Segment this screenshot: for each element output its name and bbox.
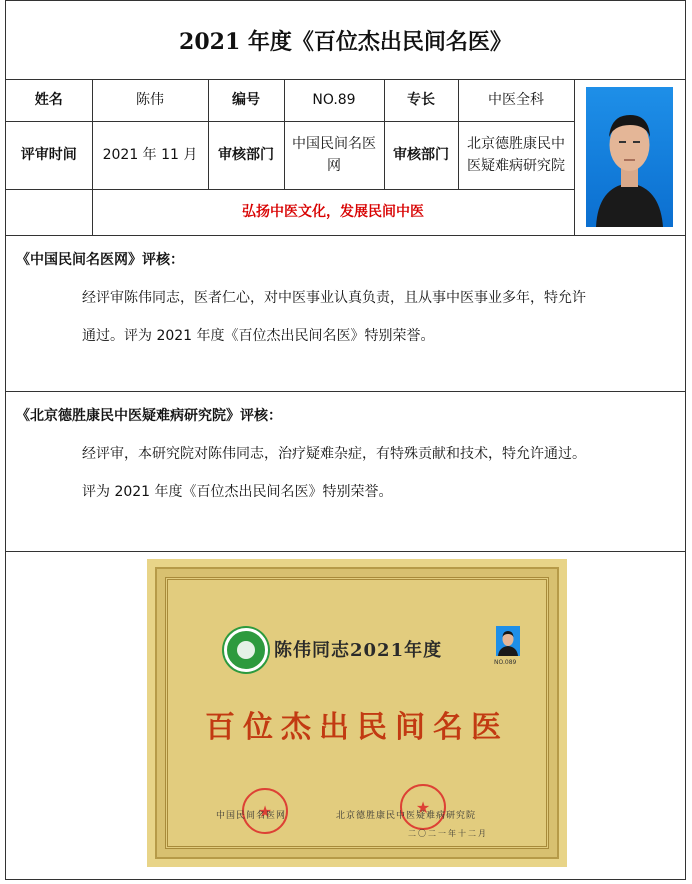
number-label: 编号 <box>208 79 284 121</box>
certificate-number: NO.089 <box>494 659 517 666</box>
number-value: NO.89 <box>284 79 384 121</box>
review-section-1 <box>6 235 685 392</box>
info-table <box>6 79 685 236</box>
portrait-illustration <box>586 87 673 227</box>
seal-stamp-2 <box>400 784 446 830</box>
slogan-spacer <box>6 189 92 235</box>
slogan: 弘扬中医文化，发展民间中医 <box>92 189 574 235</box>
name-value: 陈伟 <box>92 79 208 121</box>
review2-line2: 评为 2021 年度《百位杰出民间名医》特别荣誉。 <box>82 484 393 500</box>
certificate-image <box>147 559 567 867</box>
portrait-photo <box>586 87 673 227</box>
review2-heading: 《北京德胜康民中医疑难病研究院》评核： <box>16 408 282 424</box>
certificate-org-2: 北京德胜康民中医疑难病研究院 <box>336 811 477 821</box>
logo-icon <box>224 628 268 672</box>
time-value: 2021 年 11 月 <box>92 121 208 189</box>
certificate-section <box>6 551 685 879</box>
specialty-label: 专长 <box>384 79 458 121</box>
dept1-value: 中国民间名医网 <box>284 121 384 189</box>
certificate-photo <box>496 626 520 656</box>
dept2-label: 审核部门 <box>384 121 458 189</box>
name-label: 姓名 <box>6 79 92 121</box>
certificate-org-1: 中国民间名医网 <box>216 811 287 821</box>
dept2-value: 北京德胜康民中医疑难病研究院 <box>458 121 574 189</box>
certificate-title: 百位杰出民间名医 <box>205 710 509 745</box>
specialty-value: 中医全科 <box>458 79 574 121</box>
portrait-cell <box>574 79 685 235</box>
document-frame <box>5 0 686 880</box>
page-title: 2021 年度《百位杰出民间名医》 <box>6 1 685 80</box>
review-section-2 <box>6 391 685 552</box>
dept1-label: 审核部门 <box>208 121 284 189</box>
review1-body <box>18 279 668 355</box>
review1-line2: 通过。评为 2021 年度《百位杰出民间名医》特别荣誉。 <box>82 328 435 344</box>
review1-heading: 《中国民间名医网》评核： <box>16 252 184 268</box>
review2-body <box>18 435 668 511</box>
review2-line1: 经评审，本研究院对陈伟同志，治疗疑难杂症，有特殊贡献和技术，特允许通过。 <box>82 446 586 462</box>
review1-line1: 经评审陈伟同志，医者仁心，对中医事业认真负责，且从事中医事业多年，特允许 <box>82 290 586 306</box>
certificate-recipient: 陈伟同志2021年度 <box>274 640 443 661</box>
certificate-date: 二〇二一年十二月 <box>408 829 488 838</box>
time-label: 评审时间 <box>6 121 92 189</box>
